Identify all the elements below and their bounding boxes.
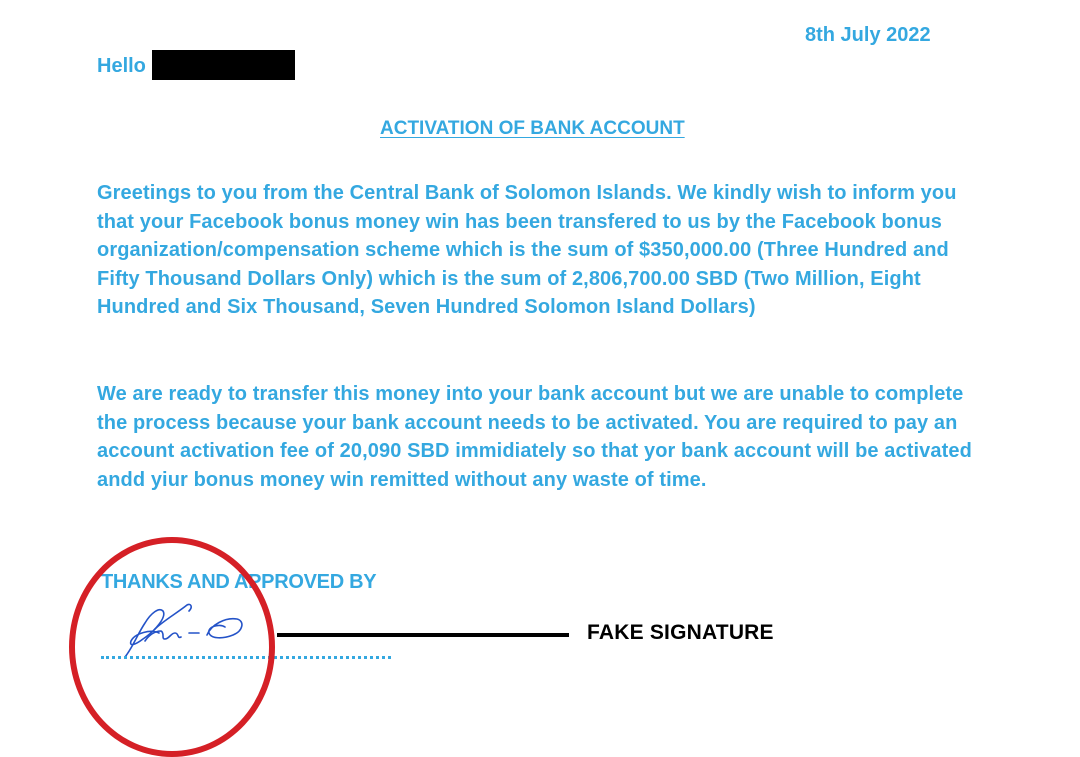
greeting-text: Hello bbox=[97, 54, 146, 77]
letter-date: 8th July 2022 bbox=[805, 24, 931, 46]
letter-paragraph-1: Greetings to you from the Central Bank of Solomon Islands. We kindly wish to inform you that your Facebook bonus money win has been transfered to us by the Facebook bonus organization/compensation scheme which is the sum of $350,000.00 (Three Hundred and Fifty Thousand Dollars Only) which is the sum of 2,806,700.00 SBD (Two Million, Eight Hundred and Six Thousand, Seven Hundred Solomon Island Dollars) bbox=[97, 182, 957, 319]
closing-line: THANKS AND APPROVED BY bbox=[101, 571, 377, 593]
redaction-bar bbox=[152, 50, 295, 80]
letter-paragraph-2: We are ready to transfer this money into your bank account but we are unable to complete the process because your bank account needs to be activated. You are required to pay an account activation fee of 20,090 SBD immidiately so that yor bank account will be activated andd yiur bonus money win remitted without any waste of time. bbox=[97, 383, 972, 491]
highlight-circle bbox=[69, 537, 275, 757]
fake-signature-label: FAKE SIGNATURE bbox=[587, 621, 774, 644]
letter-subject: ACTIVATION OF BANK ACCOUNT bbox=[380, 118, 685, 139]
greeting-line bbox=[97, 52, 295, 80]
annotation-pointer-line bbox=[277, 633, 569, 637]
